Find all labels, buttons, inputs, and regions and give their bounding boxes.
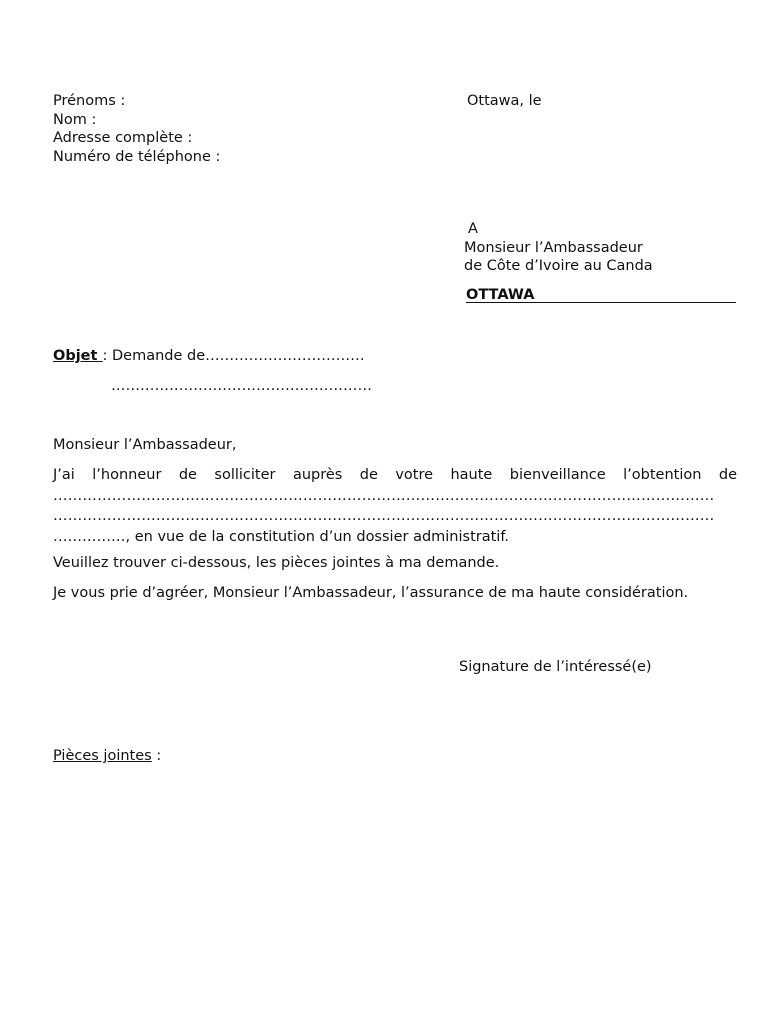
body-first-line — [53, 465, 737, 486]
object-text: : Demande de…………………………… — [102, 348, 365, 364]
recipient-a: A — [468, 221, 478, 237]
attachments-suffix: : — [151, 748, 162, 764]
body-word: l’honneur — [92, 467, 162, 483]
body-word: auprès — [292, 467, 343, 483]
body-word: de — [359, 467, 378, 483]
body-dots-line-2: ……………………………………………………………………………………………………………………… — [53, 508, 715, 524]
body-word: de — [718, 467, 737, 483]
attachments-label: Pièces jointes — [53, 748, 152, 764]
sender-block — [53, 92, 220, 166]
body-word: de — [178, 467, 197, 483]
object-label: Objet — [53, 348, 103, 364]
body-word: votre — [395, 467, 434, 483]
body-word: solliciter — [214, 467, 276, 483]
recipient-title: Monsieur l’Ambassadeur — [464, 239, 643, 256]
body-paragraph — [53, 465, 737, 547]
recipient-block — [464, 220, 653, 276]
signature-label: Signature de l’intéressé(e) — [459, 659, 652, 675]
sender-telephone: Numéro de téléphone : — [53, 148, 221, 165]
body-dots-line-1: ……………………………………………………………………………………………………………………… — [53, 487, 715, 504]
closing-formula: Je vous prie d’agréer, Monsieur l’Ambassadeur, l’assurance de ma haute considération. — [53, 585, 689, 601]
sender-nom: Nom : — [53, 111, 97, 128]
body-end-line: ……………, en vue de la constitution d’un dossier administratif. — [53, 528, 509, 545]
sender-adresse: Adresse complète : — [53, 130, 193, 146]
attachments-note: Veuillez trouver ci-dessous, les pièces jointes à ma demande. — [53, 555, 500, 571]
object-continuation: ……………………………………………… — [111, 378, 372, 394]
place-date: Ottawa, le — [467, 93, 542, 109]
object-line — [53, 347, 365, 365]
body-word: l’obtention — [623, 467, 702, 483]
salutation: Monsieur l’Ambassadeur, — [53, 437, 237, 453]
body-word: haute — [450, 467, 493, 483]
recipient-org: de Côte d’Ivoire au Canda — [464, 258, 653, 274]
sender-prenoms: Prénoms : — [53, 93, 126, 109]
attachments-heading — [53, 747, 161, 765]
body-word: J’ai — [53, 467, 75, 483]
body-word: bienveillance — [509, 467, 606, 483]
recipient-city: OTTAWA — [466, 286, 736, 303]
